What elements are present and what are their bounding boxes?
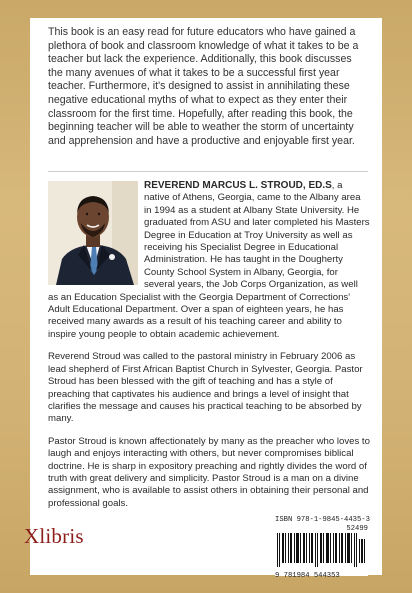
author-photo (48, 181, 138, 285)
isbn-number: 9 781984 544353 (275, 572, 340, 581)
pastoral-paragraph: Reverend Stroud was called to the pastoral ministry in February 2006 as lead shepherd of First African Baptist Church in Sylvester, Georgia. Pastor Stroud has been blessed with the gift of teaching and has a style of preaching that captivates his audience and brings a level of insight that clarifies the message and causes his practical teaching to be absorbed by many. (48, 351, 363, 425)
isbn-barcode (275, 516, 370, 581)
barcode-image (275, 533, 368, 567)
publisher-logo: Xlibris (24, 524, 84, 548)
author-bio-text: , a native of Athens, Georgia, came to the Albany area in 1994 as a student at Albany State University. He graduated from ASU and later completed his Masters Degree in Education at Troy University as well as receiving his Specialist Degree in Educational Administration. He has taught in the Dougherty County School System in Albany, Georgia, for several years, the Job Corps Organization, as well as an Education Specialist with the Georgia Department of Corrections' Adult Educational Department. Over a span of eighteen years, he has received many awards as a result of his teaching career and ability to inspire young people to obtain academic achievement. (48, 180, 370, 340)
author-name: REVEREND MARCUS L. STROUD, ED.S (144, 180, 332, 191)
isbn-addon: 52499 (346, 524, 368, 533)
character-paragraph: Pastor Stroud is known affectionately by many as the preacher who loves to laugh and enjoys interacting with others, but never compromises biblical doctrine. He is sharp in expository preaching and rightly divides the word of truth with great delivery and simplicity. Pastor Stroud is a man on a divine assignment, who is available to assist others in obtaining their personal and professional goals. (48, 435, 370, 509)
author-portrait-image (48, 181, 138, 285)
author-bio (48, 180, 370, 510)
divider (48, 171, 368, 172)
back-cover-panel (30, 18, 382, 581)
isbn-label: ISBN 978-1-9845-4435-3 (275, 516, 370, 524)
intro-blurb: This book is an easy read for future educators who have gained a plethora of book and classroom knowledge of what it takes to be a teacher but lack the experience. Additionally, this book discusses the many avenues of what it takes to be a successful first year teacher. Furthermore, it's designed to assist in annihilating these negative educational myths of what to expect as they enter their classroom for the first time. Hopefully, after reading this book, the beginning teacher will be able to weather the storm of uncertainty and apprehension and have a productive and enjoyable first year. (48, 26, 359, 147)
